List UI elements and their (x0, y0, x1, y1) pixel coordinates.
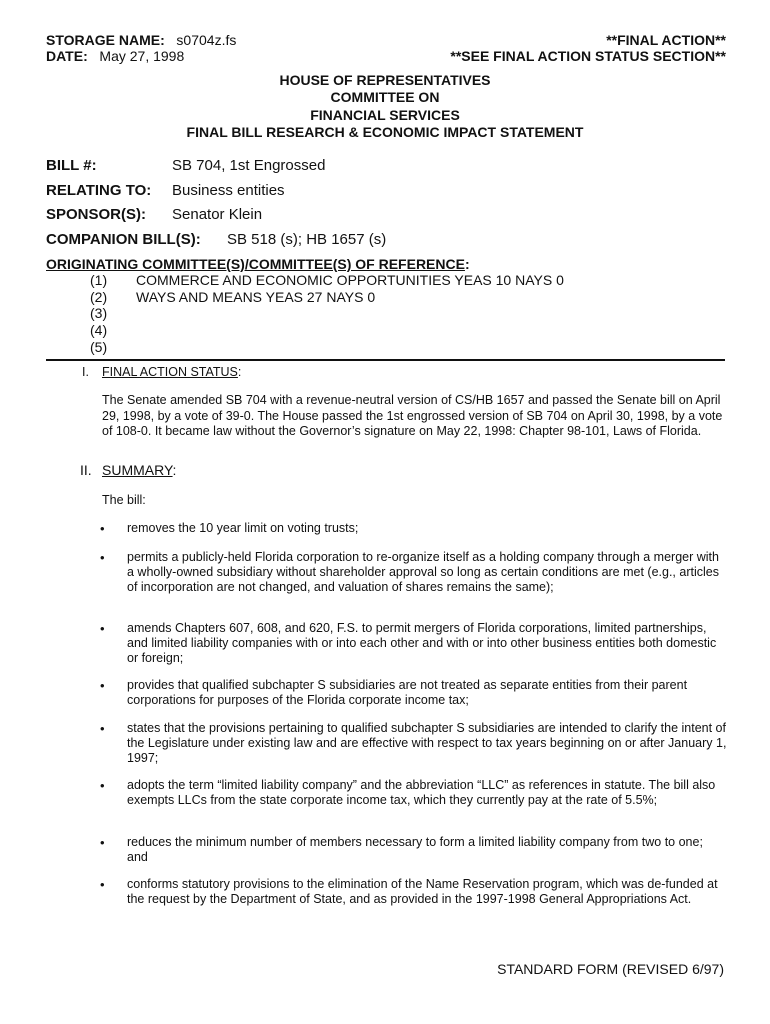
committee-text-1: COMMERCE AND ECONOMIC OPPORTUNITIES YEAS 10 NAYS 0 (136, 272, 564, 288)
summary-bullet-4: provides that qualified subchapter S subsidiaries are not treated as separate entities from their parent corporations for purposes of the Florida corporate income tax; (127, 678, 688, 707)
section-2-heading (102, 462, 176, 478)
summary-intro: The bill: (102, 493, 146, 507)
title-line-3: FINANCIAL SERVICES (310, 107, 460, 123)
summary-bullet-7: reduces the minimum number of members necessary to form a limited liability company from two to one; and (127, 835, 703, 864)
date-line (46, 48, 184, 64)
committees-heading (46, 256, 470, 272)
section-2-number: II. (80, 462, 92, 478)
storage-name-label: STORAGE NAME: (46, 32, 165, 48)
bullet-marker: • (100, 835, 105, 850)
bullet-marker: • (100, 877, 105, 892)
committees-heading-text: ORIGINATING COMMITTEE(S)/COMMITTEE(S) OF REFERENCE (46, 256, 465, 272)
relating-to-value: Business entities (172, 182, 285, 199)
summary-bullet-5: states that the provisions pertaining to qualified subchapter S subsidiaries are intended to clarify the intent of the Legislature under existing law and are effective with respect to tax years beginning on or after January 1, 1997; (127, 721, 727, 765)
bullet-marker: • (100, 678, 105, 693)
committee-text-2: WAYS AND MEANS YEAS 27 NAYS 0 (136, 289, 376, 305)
summary-bullet-3: amends Chapters 607, 608, and 620, F.S. to permit mergers of Florida corporations, limited partnerships, and limited liability companies with or into each other and with or into other business entities both domestic or foreign; (127, 621, 717, 665)
relating-to-label: RELATING TO: (46, 182, 152, 199)
section-1-heading (102, 365, 241, 380)
standard-form-footer: STANDARD FORM (REVISED 6/97) (497, 961, 724, 977)
summary-bullet-2: permits a publicly-held Florida corporation to re-organize itself as a holding company through a merger with a wholly-owned subsidiary without shareholder approval so long as certain conditions are met (e.g., articles of incorporation are not changed, and valuation of shares remains the same); (127, 550, 719, 594)
bullet-marker: • (100, 550, 105, 565)
sponsor-label: SPONSOR(S): (46, 206, 147, 223)
final-action-label: **FINAL ACTION** (606, 32, 726, 48)
sponsor-value: Senator Klein (172, 206, 263, 223)
committees-heading-colon: : (464, 256, 470, 272)
committee-num-2: (2) (90, 289, 108, 305)
final-action-status-paragraph: The Senate amended SB 704 with a revenue-neutral version of CS/HB 1657 and passed the Senate bill on April 29, 1998, by a vote of 39-0. The House passed the 1st engrossed version of SB 704 on April 30, 1998, by a vote of 108-0. It became law without the Governor’s signature on May 22, 1998: Chapter 98-101, Laws of Florida. (102, 393, 723, 438)
committee-num-3: (3) (90, 305, 108, 321)
bullet-marker: • (100, 721, 105, 736)
bullet-marker: • (100, 621, 105, 636)
bullet-marker: • (100, 521, 105, 536)
committee-num-5: (5) (90, 339, 108, 355)
storage-name-line (46, 32, 236, 48)
section-1-heading-text: FINAL ACTION STATUS (102, 365, 238, 379)
summary-bullet-6: adopts the term “limited liability company” and the abbreviation “LLC” as references in statute. The bill also exempts LLCs from the state corporate income tax, which they currently pay at the rate of 5.5%; (127, 778, 716, 807)
see-status-label: **SEE FINAL ACTION STATUS SECTION** (450, 48, 726, 64)
date-value: May 27, 1998 (99, 48, 185, 64)
section-divider (46, 359, 725, 361)
bill-value: SB 704, 1st Engrossed (172, 157, 326, 174)
bill-label: BILL #: (46, 157, 97, 174)
section-1-heading-colon: : (237, 365, 242, 379)
storage-name-value: s0704z.fs (176, 32, 237, 48)
section-2-heading-text: SUMMARY (102, 462, 173, 478)
companion-label: COMPANION BILL(S): (46, 231, 201, 248)
section-2-heading-colon: : (172, 462, 177, 478)
date-label: DATE: (46, 48, 88, 64)
committee-num-1: (1) (90, 272, 108, 288)
summary-bullet-8: conforms statutory provisions to the elimination of the Name Reservation program, which was de-funded at the request by the Department of State, and as provided in the 1997-1998 General Appropriations Act. (127, 877, 718, 906)
bullet-marker: • (100, 778, 105, 793)
title-line-4: FINAL BILL RESEARCH & ECONOMIC IMPACT STATEMENT (186, 124, 584, 140)
summary-bullet-1: removes the 10 year limit on voting trusts; (127, 521, 359, 535)
title-line-2: COMMITTEE ON (330, 89, 440, 105)
committee-num-4: (4) (90, 322, 108, 338)
companion-value: SB 518 (s); HB 1657 (s) (227, 231, 387, 248)
section-1-number: I. (82, 365, 89, 379)
title-line-1: HOUSE OF REPRESENTATIVES (279, 72, 491, 88)
